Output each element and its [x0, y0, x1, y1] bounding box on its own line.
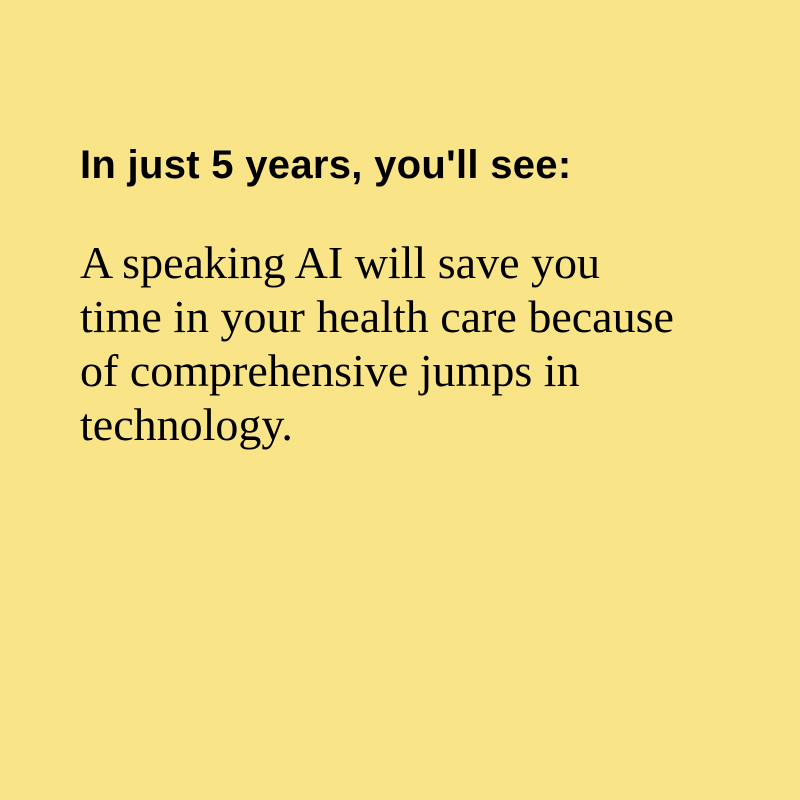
card-body-text: A speaking AI will save you time in your health care because of comprehensive jumps in technology. — [80, 237, 674, 450]
card-heading: In just 5 years, you'll see: — [80, 143, 572, 187]
